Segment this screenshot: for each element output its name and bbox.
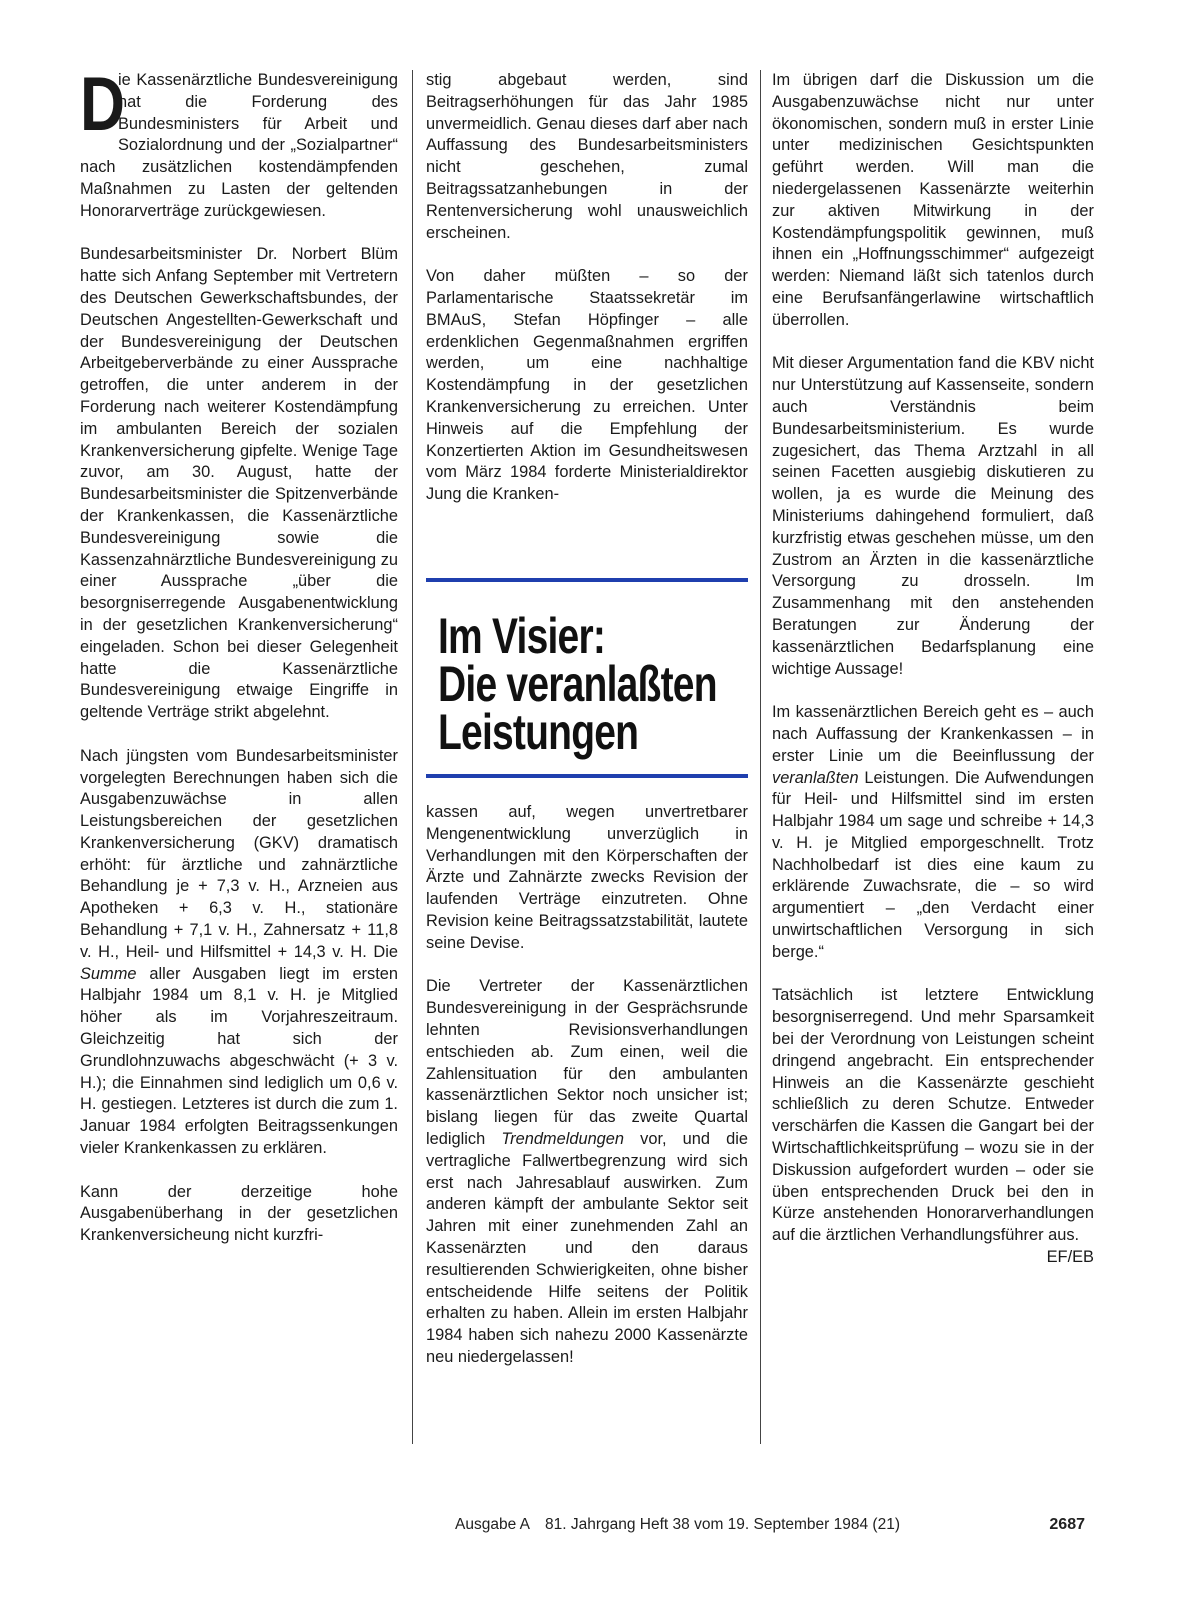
emphasis-text: Trendmeldungen <box>501 1129 625 1148</box>
paragraph-text: Die Vertreter der Kassenärztlichen Bundesvereinigung in der Gesprächsrunde lehnten Revisionsverhandlungen entschieden ab. Zum einen, weil die Zahlensituation für den ambulanten kassenärztlichen Sektor noch unsicher ist; bislang liegen für das zweite Quartal lediglich <box>426 977 748 1148</box>
article-column-3 <box>772 70 1094 1269</box>
article-column-2-continued <box>426 802 748 1369</box>
emphasis-text: Summe <box>80 964 137 983</box>
footer-edition: Ausgabe A <box>455 1516 530 1533</box>
paragraph: Mit dieser Argumentation fand die KBV nicht nur Unterstützung auf Kassenseite, sondern auch Verständnis beim Bundesarbeitsministerium. Es wurde zugesichert, das Thema Arztzahl in all seinen Facetten ausgiebig diskutieren zu wollen, ja es wurde die Meinung des Ministeriums dahingehend formuliert, daß kurzfristig etwas geschehen müsse, um den Zustrom an Ärzten in die kassenärztliche Versorgung zu drosseln. Im Zusammenhang mit den anstehenden Beratungen zur Änderung der kassenärztlichen Bedarfsplanung eine wichtige Aussage! <box>772 354 1094 678</box>
section-headline-box <box>426 578 748 782</box>
paragraph <box>80 746 398 1160</box>
paragraph <box>80 62 398 223</box>
footer-issue: 81. Jahrgang Heft 38 vom 19. September 1984 (21) <box>545 1516 900 1533</box>
paragraph <box>772 702 1094 964</box>
paragraph-text: ie Kassenärztliche Bundesvereinigung hat die Forderung des Bundesministers für Arbeit und Sozialordnung und der „Sozialpartner“ nach zusätzlichen kostendämpfenden Maßnahmen zu Lasten der geltenden Honorarverträge zurückgewiesen. <box>80 71 398 220</box>
column-divider-2 <box>760 70 761 1444</box>
dropcap-letter: D <box>80 62 126 147</box>
paragraph: Im übrigen darf die Diskussion um die Ausgabenzuwächse nicht nur unter ökonomischen, sondern muß in erster Linie unter medizinischen Gesichtspunkten geführt werden. Will man die niedergelassenen Kassenärzte weiterhin zur aktiven Mitwirkung in der Kostendämpfungspolitik gewinnen, muß ihnen ein „Hoffnungsschimmer“ aufgezeigt werden: Niemand läßt sich tatenlos durch eine Berufsanfängerlawine wirtschaftlich überrollen. <box>772 71 1094 329</box>
article-column-1 <box>80 62 399 1247</box>
headline-rule-top <box>426 578 748 582</box>
paragraph <box>772 985 1094 1267</box>
paragraph-text: Tatsächlich ist letztere Entwicklung besorgniserregend. Und mehr Sparsamkeit bei der Verordnung von Leistungen scheint dringend angebracht. Ein entsprechender Hinweis an die Kassenärzte geschieht schließlich zu deren Schutze. Entweder verschärfen die Kassen die Gangart bei der Wirtschaftlichkeitsprüfung – wozu sie in der Diskussion aufgefordert wurden – oder sie üben entsprechenden Druck bei den in Kürze anstehenden Honorarverhandlungen auf die ärztlichen Verhandlungsführer aus. <box>772 986 1094 1245</box>
headline-line: Die veranlaßten <box>438 656 717 712</box>
emphasis-text: veranlaßten <box>772 768 859 787</box>
paragraph-text: vor, und die vertragliche Fallwertbegrenzung wird sich erst nach Jahresablauf auswirken. Zum anderen kämpft der ambulante Sektor seit Jahren mit einer zunehmenden Zahl an Kassenärzten und den daraus resultierenden Schwierigkeiten, ohne bisher entscheidende Hilfe seitens der Politik erhalten zu haben. Allein im ersten Halbjahr 1984 haben sich nahezu 2000 Kassenärzte neu niedergelassen! <box>426 1129 748 1366</box>
paragraph-text: Im kassenärztlichen Bereich geht es – auch nach Auffassung der Krankenkassen – in erster Linie um die Beeinflussung der <box>772 703 1094 765</box>
headline-rule-bottom <box>426 774 748 778</box>
paragraph-text: Leistungen. Die Aufwendungen für Heil- und Hilfsmittel sind im ersten Halbjahr 1984 um sage und schreibe + 14,3 v. H. je Mitglied emporgeschnellt. Trotz Nachholbedarf ist dies eine kaum zu erklärende Zuwachsrate, die – so wird argumentiert – „den Verdacht einer unwirtschaftlichen Versorgung in sich berge.“ <box>772 768 1094 961</box>
paragraph: Kann der derzeitige hohe Ausgabenüberhang in der gesetzlichen Krankenversicheung nicht kurzfri- <box>80 1182 398 1245</box>
paragraph <box>426 976 748 1368</box>
paragraph-text: Nach jüngsten vom Bundesarbeitsminister vorgelegten Berechnungen haben sich die Ausgabenzuwächse in allen Leistungsbereichen der gesetzlichen Krankenversicherung (GKV) dramatisch erhöht: für ärztliche und zahnärztliche Behandlung je + 7,3 v. H., Arzneien aus Apotheken + 6,3 v. H., stationäre Behandlung + 7,1 v. H., Zahnersatz + 11,8 v. H., Heil- und Hilfsmittel + 14,3 v. H. Die <box>80 746 398 961</box>
section-headline <box>438 608 717 760</box>
page-number: 2687 <box>1049 1516 1085 1533</box>
paragraph: Bundesarbeitsminister Dr. Norbert Blüm hatte sich Anfang September mit Vertretern des Deutschen Gewerkschaftsbundes, der Deutschen Angestellten-Gewerkschaft und der Bundesvereinigung der Deutschen Arbeitgeberverbände zu einer Aussprache getroffen, die unter anderem in der Forderung nach weiterer Kostendämpfung im ambulanten Bereich der sozialen Krankenversicherung gipfelte. Wenige Tage zuvor, am 30. August, hatte der Bundesarbeitsminister die Spitzenverbände der Krankenkassen, die Kassenärztliche Bundesvereinigung sowie die Kassenzahnärztliche Bundesvereinigung zu einer Aussprache „über die besorgniserregende Ausgabenentwicklung in der gesetzlichen Krankenversicherung“ eingeladen. Schon bei dieser Gelegenheit hatte die Kassenärztliche Bundesvereinigung etwaige Eingriffe in geltende Verträge strikt abgelehnt. <box>80 245 399 722</box>
paragraph: Von daher müßten – so der Parlamentarische Staatssekretär im BMAuS, Stefan Höpfinger – alle erdenklichen Gegenmaßnahmen ergriffen werden, um eine nachhaltige Kostendämpfung in der gesetzlichen Krankenversicherung zu erreichen. Unter Hinweis auf die Empfehlung der Konzertierten Aktion im Gesundheitswesen vom März 1984 forderte Ministerialdirektor Jung die Kranken- <box>426 267 748 504</box>
paragraph: stig abgebaut werden, sind Beitragserhöhungen für das Jahr 1985 unvermeidlich. Genau dieses darf aber nach Auffassung des Bundesarbeitsministers nicht geschehen, zumal Beitragssatzanhebungen in der Rentenversicherung wohl unausweichlich erscheinen. <box>426 71 748 242</box>
author-signature: EF/EB <box>1046 1248 1094 1267</box>
article-column-2 <box>426 70 748 506</box>
paragraph-text: aller Ausgaben liegt im ersten Halbjahr 1984 um 8,1 v. H. je Mitglied höher als im Vorjahreszeitraum. Gleichzeitig hat sich der Grundlohnzuwachs abgeschwächt (+ 3 v. H.); die Einnahmen sind lediglich um 0,6 v. H. gestiegen. Letzteres ist durch die zum 1. Januar 1984 erfolgten Beitragssenkungen vieler Krankenkassen zu erklären. <box>80 964 398 1158</box>
headline-line: Leistungen <box>438 704 639 760</box>
paragraph: kassen auf, wegen unvertretbarer Mengenentwicklung unverzüglich in Verhandlungen mit den Körperschaften der Ärzte und Zahnärzte zwecks Revision der laufenden Verträge einzutreten. Ohne Revision keine Beitragssatzstabilität, lautete seine Devise. <box>426 803 748 952</box>
column-divider-1 <box>412 70 413 1444</box>
headline-line: Im Visier: <box>438 608 606 664</box>
